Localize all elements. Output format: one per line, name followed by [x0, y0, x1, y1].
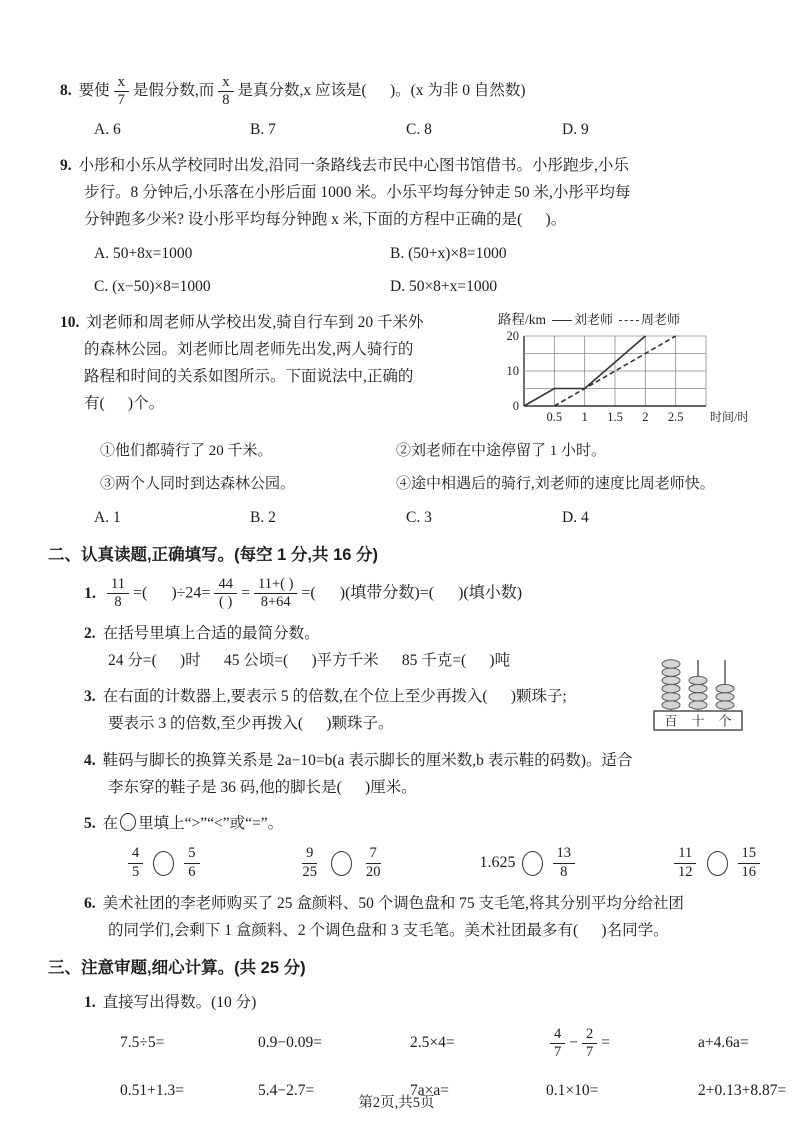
s2-q1-fraction-11-8	[107, 576, 129, 611]
pair1-right-fraction	[184, 845, 199, 880]
calc-item-9: 0.1×10=	[546, 1081, 599, 1099]
q8-option-a: A. 6	[94, 121, 121, 139]
s3-q1-number: 1.	[84, 993, 96, 1011]
svg-text:0.5: 0.5	[546, 410, 563, 425]
calc4-operator: −	[569, 1034, 578, 1052]
compare-pair-1	[124, 845, 204, 880]
calc4-fraction-1	[550, 1026, 565, 1061]
pair1-right-numerator: 5	[184, 845, 199, 863]
compare-circle-icon	[707, 851, 728, 876]
q8-fraction-x7-denominator: 7	[117, 92, 125, 109]
svg-text:时间/时: 时间/时	[710, 410, 747, 425]
calc4-f1-denominator: 7	[554, 1043, 562, 1060]
question-8	[60, 74, 747, 143]
q8-option-b: B. 7	[250, 121, 276, 139]
pair4-right-fraction	[738, 845, 761, 880]
route-time-chart	[498, 311, 747, 432]
calc-item-3: 2.5×4=	[410, 1034, 455, 1052]
svg-text:1: 1	[581, 410, 588, 425]
s2-q3-line-1: 在右面的计数器上,要表示 5 的倍数,在个位上至少再拨入( )颗珠子;	[102, 688, 567, 706]
pair3-left-decimal: 1.625	[479, 854, 516, 872]
pair2-left-numerator: 9	[302, 845, 317, 863]
s2-q1-f1-denominator: 8	[114, 594, 122, 611]
calc-item-2: 0.9−0.09=	[258, 1034, 322, 1052]
calc4-equals: =	[601, 1034, 610, 1052]
calc-item-10: 2+0.13+8.87=	[698, 1081, 787, 1099]
s2-q6-line-2: 的同学们,会剩下 1 盒颜料、2 个调色盘和 3 支毛笔。美术社团最多有( )名同学。	[108, 921, 669, 939]
s2-q1-f3-denominator: 8+64	[260, 594, 291, 611]
legend-zhou-label: 周老师	[641, 312, 681, 328]
pair2-left-fraction	[299, 845, 322, 880]
calc4-f2-numerator: 2	[582, 1026, 597, 1044]
s2-q4-number: 4.	[84, 752, 96, 770]
counting-device	[651, 657, 747, 738]
s2-question-6	[84, 890, 747, 944]
page-footer: 第2页,共5页	[358, 1095, 435, 1111]
compare-pair-3	[480, 845, 580, 880]
calc-item-1: 7.5÷5=	[120, 1034, 165, 1052]
s2-q3-number: 3.	[84, 688, 96, 706]
q10-line-2: 的森林公园。刘老师比周老师先出发,两人骑行的	[84, 341, 414, 359]
pair4-right-denominator: 16	[741, 863, 756, 880]
s2-question-1	[84, 576, 747, 611]
chart-legend	[498, 311, 747, 329]
pair1-left-fraction	[128, 845, 143, 880]
s2-question-4	[84, 747, 747, 801]
q10-statements	[100, 438, 747, 497]
compare-circle-icon	[522, 851, 543, 876]
s2-q3-line-2: 要表示 3 的倍数,至少再拨入( )颗珠子。	[108, 715, 394, 733]
pair2-right-denominator: 20	[366, 863, 381, 880]
pair4-right-numerator: 15	[738, 845, 761, 863]
blank-circle-icon	[120, 813, 136, 831]
svg-text:20: 20	[506, 331, 519, 344]
q8-text-2: 是假分数,而	[132, 82, 215, 100]
zhou-dashed-line-icon	[619, 320, 639, 321]
q8-text-3: 是真分数,x 应该是( )。(x 为非 0 自然数)	[237, 82, 526, 100]
q9-line-2: 步行。8 分钟后,小乐落在小彤后面 1000 米。小乐平均每分钟走 50 米,小彤平均每	[84, 184, 631, 202]
q8-fraction-x7-numerator: x	[114, 74, 129, 92]
compare-circle-icon	[153, 851, 174, 876]
q10-option-d: D. 4	[562, 509, 589, 527]
q9-line-3: 分钟跑多少米? 设小彤平均每分钟跑 x 米,下面的方程中正确的是( )。	[84, 211, 567, 229]
pair3-right-numerator: 13	[553, 845, 576, 863]
s2-question-3	[84, 683, 747, 738]
q8-options	[94, 117, 747, 143]
q9-options	[94, 241, 747, 300]
svg-text:10: 10	[506, 364, 519, 379]
pair2-left-denominator: 25	[302, 863, 317, 880]
s2-q2-line-1: 在括号里填上合适的最简分数。	[102, 625, 320, 643]
pair4-left-denominator: 12	[678, 863, 693, 880]
compare-circle-icon	[331, 851, 352, 876]
q10-options	[94, 505, 747, 531]
svg-text:2: 2	[642, 410, 649, 425]
question-10	[60, 309, 747, 531]
q10-option-b: B. 2	[250, 509, 276, 527]
pair1-left-numerator: 4	[128, 845, 143, 863]
q9-number: 9.	[60, 157, 72, 175]
svg-text:1.5: 1.5	[607, 410, 623, 425]
s2-q6-line-1: 美术社团的李老师购买了 25 盒颜料、50 个调色盘和 75 支毛笔,将其分别平均分给社团	[102, 894, 684, 912]
q8-fraction-x7	[114, 74, 129, 109]
pair1-left-denominator: 5	[132, 863, 140, 880]
pair3-right-fraction	[553, 845, 576, 880]
s2-q1-f2-numerator: 44	[214, 576, 237, 594]
q9-option-b: B. (50+x)×8=1000	[390, 245, 507, 263]
calc-item-6: 0.51+1.3=	[120, 1081, 184, 1099]
pair4-left-numerator: 11	[674, 845, 696, 863]
q8-fraction-x8-numerator: x	[218, 74, 233, 92]
section-3-header: 三、注意审题,细心计算。(共 25 分)	[48, 958, 306, 977]
s2-q4-line-2: 李东穿的鞋子是 36 码,他的脚长是( )厘米。	[108, 779, 417, 797]
calc-item-8: 7a×a=	[410, 1081, 449, 1099]
pair1-right-denominator: 6	[188, 863, 196, 880]
s2-q1-f2-denominator: ( )	[219, 594, 233, 611]
s2-q1-text-1: =( )÷24=	[132, 584, 211, 602]
q10-line-1: 刘老师和周老师从学校出发,骑自行车到 20 千米外	[86, 314, 424, 332]
svg-text:个: 个	[718, 713, 732, 729]
section-2-header: 二、认真读题,正确填写。(每空 1 分,共 16 分)	[48, 546, 379, 565]
q8-option-c: C. 8	[406, 121, 432, 139]
calc-item-5: a+4.6a=	[698, 1034, 749, 1052]
pair2-right-numerator: 7	[366, 845, 381, 863]
s2-q2-line-2: 24 分=( )时 45 公顷=( )平方千米 85 千克=( )吨	[108, 652, 511, 670]
s2-q5-text-2: 里填上“>”“<”或“=”。	[138, 815, 284, 833]
svg-text:百: 百	[664, 713, 678, 729]
s2-q1-fraction-sum	[254, 576, 297, 611]
s2-q1-fraction-44-blank	[214, 576, 237, 611]
svg-text:0: 0	[512, 399, 519, 414]
s2-q1-text-3: =( )(填带分数)=( )(填小数)	[301, 584, 523, 602]
question-9	[60, 152, 747, 300]
calc4-f1-numerator: 4	[550, 1026, 565, 1044]
q10-line-3: 路程和时间的关系如图所示。下面说法中,正确的	[84, 368, 414, 386]
q10-line-4: 有( )个。	[84, 395, 165, 413]
s2-q2-number: 2.	[84, 625, 96, 643]
pair4-left-fraction	[674, 845, 697, 880]
svg-text:2.5: 2.5	[667, 410, 684, 425]
q8-text-1: 要使	[78, 82, 110, 100]
q8-number: 8.	[60, 82, 72, 100]
s2-q1-f3-numerator: 11+( )	[254, 576, 297, 594]
s3-q1-title: 直接写出得数。(10 分)	[102, 993, 257, 1011]
calc-item-4	[546, 1026, 698, 1061]
s2-q4-line-1: 鞋码与脚长的换算关系是 2a−10=b(a 表示脚长的厘米数,b 表示鞋的码数)。适合	[102, 752, 633, 770]
q9-option-d: D. 50×8+x=1000	[390, 278, 498, 296]
q10-option-a: A. 1	[94, 509, 121, 527]
liu-solid-line-icon	[552, 320, 572, 321]
q10-statement-3: ③两个人同时到达森林公园。	[100, 476, 296, 493]
compare-pair-4	[670, 845, 764, 880]
chart-y-axis-label: 路程/km	[498, 312, 547, 328]
q8-fraction-x8-denominator: 8	[222, 92, 230, 109]
s3-question-1	[84, 989, 787, 1103]
q9-option-a: A. 50+8x=1000	[94, 245, 193, 263]
abacus-svg	[651, 657, 745, 733]
s2-question-5	[84, 810, 756, 880]
s2-q5-number: 5.	[84, 815, 96, 833]
q10-statement-2: ②刘老师在中途停留了 1 小时。	[396, 443, 607, 460]
legend-liu-label: 刘老师	[574, 312, 614, 328]
s2-q1-f1-numerator: 11	[107, 576, 129, 594]
svg-text:十: 十	[691, 713, 705, 729]
s2-q5-comparisons	[124, 845, 764, 880]
s2-q1-number: 1.	[84, 584, 96, 602]
s2-q6-number: 6.	[84, 894, 96, 912]
s2-q1-text-2: =	[240, 584, 250, 602]
s2-question-2	[84, 620, 747, 674]
q10-option-c: C. 3	[406, 509, 432, 527]
pair2-right-fraction	[362, 845, 385, 880]
q9-line-1: 小彤和小乐从学校同时出发,沿同一条路线去市民中心图书馆借书。小彤跑步,小乐	[78, 157, 629, 175]
q10-statement-1: ①他们都骑行了 20 千米。	[100, 443, 273, 460]
calc-item-7: 5.4−2.7=	[258, 1081, 315, 1099]
q10-statement-4: ④途中相遇后的骑行,刘老师的速度比周老师快。	[396, 476, 715, 493]
compare-pair-2	[295, 845, 389, 880]
pair3-right-denominator: 8	[560, 863, 568, 880]
s2-q5-text-1: 在	[102, 815, 119, 833]
calc4-fraction-2	[582, 1026, 597, 1061]
q8-fraction-x8	[218, 74, 233, 109]
calc4-f2-denominator: 7	[586, 1043, 594, 1060]
route-chart-svg	[498, 331, 747, 427]
q9-option-c: C. (x−50)×8=1000	[94, 278, 211, 296]
q10-number: 10.	[60, 314, 80, 332]
q8-option-d: D. 9	[562, 121, 589, 139]
